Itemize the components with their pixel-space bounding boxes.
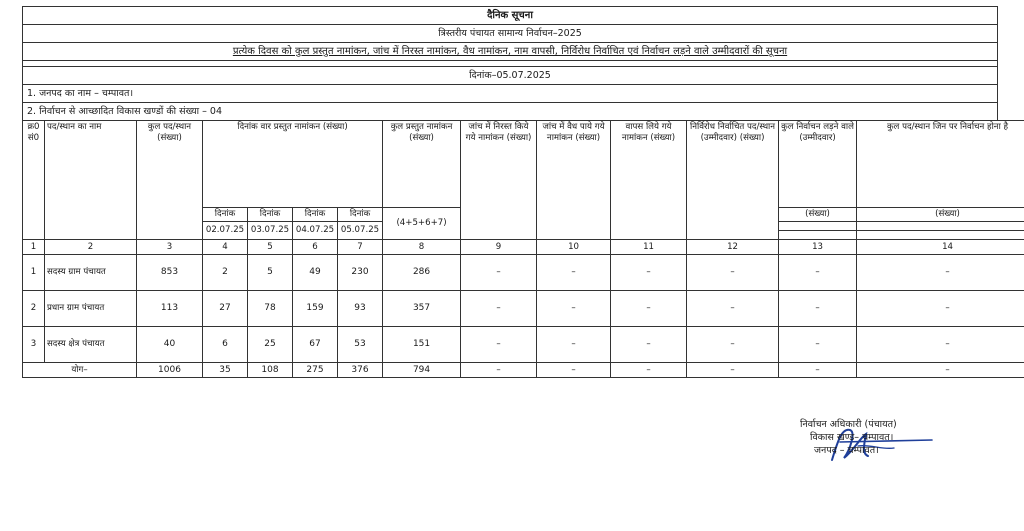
total-date-1: 35 xyxy=(203,363,248,378)
contesting-blank-1 xyxy=(779,222,857,231)
row-serial: 3 xyxy=(23,327,45,363)
blocks-count: 2. निर्वाचन से आच्छादित विकास खण्डों की संख्या – 04 xyxy=(22,102,998,120)
row-valid: – xyxy=(537,255,611,291)
date-value-4: 05.07.25 xyxy=(338,222,383,240)
col-num: 2 xyxy=(45,240,137,255)
row-contesting: – xyxy=(779,255,857,291)
notice-document xyxy=(22,6,1009,378)
contesting-blank-2 xyxy=(779,231,857,240)
total-date-4: 376 xyxy=(338,363,383,378)
date-label-1: दिनांक xyxy=(203,208,248,222)
withdrawn-header: वापस लिये गये नामांकन (संख्या) xyxy=(611,121,687,240)
col-num: 1 xyxy=(23,240,45,255)
row-total-nominations: 151 xyxy=(383,327,461,363)
table-row xyxy=(23,255,1024,291)
district-name: 1. जनपद का नाम – चम्पावत। xyxy=(22,84,998,102)
total-nominations-header: कुल प्रस्तुत नामांकन (संख्या) xyxy=(383,121,461,208)
total-date-2: 108 xyxy=(248,363,293,378)
row-post-name: सदस्य क्षेत्र पंचायत xyxy=(45,327,137,363)
contesting-count-label: (संख्या) xyxy=(779,208,857,222)
row-date-1: 6 xyxy=(203,327,248,363)
row-total-posts: 40 xyxy=(137,327,203,363)
remaining-blank-2 xyxy=(857,231,1024,240)
row-remaining: – xyxy=(857,327,1024,363)
row-date-3: 49 xyxy=(293,255,338,291)
total-valid: – xyxy=(537,363,611,378)
total-posts: 1006 xyxy=(137,363,203,378)
col-num: 14 xyxy=(857,240,1024,255)
total-rejected: – xyxy=(461,363,537,378)
date-value-1: 02.07.25 xyxy=(203,222,248,240)
signature-line-2: विकास खण्ड– चम्पावत। xyxy=(810,432,894,443)
col-num: 10 xyxy=(537,240,611,255)
row-date-4: 230 xyxy=(338,255,383,291)
serial-header: क्र0 सं0 xyxy=(23,121,45,240)
row-remaining: – xyxy=(857,291,1024,327)
date-value-2: 03.07.25 xyxy=(248,222,293,240)
row-serial: 1 xyxy=(23,255,45,291)
total-withdrawn: – xyxy=(611,363,687,378)
row-total-nominations: 357 xyxy=(383,291,461,327)
row-withdrawn: – xyxy=(611,291,687,327)
col-num: 5 xyxy=(248,240,293,255)
col-num: 12 xyxy=(687,240,779,255)
unopposed-header: निर्विरोध निर्वाचित पद/स्थान (उम्मीदवार) (संख्या) xyxy=(687,121,779,240)
col-num: 8 xyxy=(383,240,461,255)
col-num: 11 xyxy=(611,240,687,255)
remaining-blank-1 xyxy=(857,222,1024,231)
row-date-4: 53 xyxy=(338,327,383,363)
signature-block xyxy=(800,418,1000,457)
total-remaining: – xyxy=(857,363,1024,378)
col-num: 6 xyxy=(293,240,338,255)
row-remaining: – xyxy=(857,255,1024,291)
row-date-3: 67 xyxy=(293,327,338,363)
total-nominations: 794 xyxy=(383,363,461,378)
col-num: 7 xyxy=(338,240,383,255)
row-date-2: 5 xyxy=(248,255,293,291)
contesting-header: कुल निर्वाचन लड़ने वाले (उम्मीदवार) xyxy=(779,121,857,208)
row-total-posts: 113 xyxy=(137,291,203,327)
valid-header: जांच में वैध पाये गये नामांकन (संख्या) xyxy=(537,121,611,240)
table-row xyxy=(23,327,1024,363)
notice-date: दिनांक–05.07.2025 xyxy=(22,66,998,84)
row-unopposed: – xyxy=(687,327,779,363)
row-date-1: 2 xyxy=(203,255,248,291)
date-label-2: दिनांक xyxy=(248,208,293,222)
remaining-header: कुल पद/स्थान जिन पर निर्वाचन होना है xyxy=(857,121,1024,208)
total-label: योग– xyxy=(23,363,137,378)
row-date-2: 25 xyxy=(248,327,293,363)
rejected-header: जांच में निरस्त किये गये नामांकन (संख्या) xyxy=(461,121,537,240)
row-post-name: प्रधान ग्राम पंचायत xyxy=(45,291,137,327)
row-unopposed: – xyxy=(687,255,779,291)
col-num: 13 xyxy=(779,240,857,255)
row-rejected: – xyxy=(461,327,537,363)
row-withdrawn: – xyxy=(611,255,687,291)
row-date-4: 93 xyxy=(338,291,383,327)
row-unopposed: – xyxy=(687,291,779,327)
notice-description: प्रत्येक दिवस को कुल प्रस्तुत नामांकन, जांच में निरस्त नामांकन, वैध नामांकन, नाम वापसी, निर्विरोध निर्वाचित एवं निर्वाचन लड़ने वाले उम्मीदवारों की सूचना xyxy=(22,42,998,60)
row-serial: 2 xyxy=(23,291,45,327)
signature-line-1: निर्वाचन अधिकारी (पंचायत) xyxy=(800,419,897,430)
row-valid: – xyxy=(537,327,611,363)
remaining-count-label: (संख्या) xyxy=(857,208,1024,222)
nomination-table xyxy=(22,120,1024,378)
total-contesting: – xyxy=(779,363,857,378)
notice-title: दैनिक सूचना xyxy=(22,6,998,24)
row-date-2: 78 xyxy=(248,291,293,327)
total-posts-header: कुल पद/स्थान (संख्या) xyxy=(137,121,203,240)
col-num: 9 xyxy=(461,240,537,255)
post-header: पद/स्थान का नाम xyxy=(45,121,137,240)
date-value-3: 04.07.25 xyxy=(293,222,338,240)
row-post-name: सदस्य ग्राम पंचायत xyxy=(45,255,137,291)
row-total-nominations: 286 xyxy=(383,255,461,291)
row-withdrawn: – xyxy=(611,327,687,363)
date-label-3: दिनांक xyxy=(293,208,338,222)
total-row xyxy=(23,363,1024,378)
formula-cell: (4+5+6+7) xyxy=(383,208,461,240)
total-date-3: 275 xyxy=(293,363,338,378)
row-date-3: 159 xyxy=(293,291,338,327)
signature-line-3: जनपद – चम्पावत। xyxy=(814,445,879,456)
row-contesting: – xyxy=(779,291,857,327)
row-contesting: – xyxy=(779,327,857,363)
row-rejected: – xyxy=(461,255,537,291)
row-date-1: 27 xyxy=(203,291,248,327)
table-row xyxy=(23,291,1024,327)
row-valid: – xyxy=(537,291,611,327)
col-num: 3 xyxy=(137,240,203,255)
election-subtitle: त्रिस्तरीय पंचायत सामान्य निर्वाचन–2025 xyxy=(22,24,998,42)
date-label-4: दिनांक xyxy=(338,208,383,222)
column-number-row xyxy=(23,240,1024,255)
datewise-header: दिनांक वार प्रस्तुत नामांकन (संख्या) xyxy=(203,121,383,208)
total-unopposed: – xyxy=(687,363,779,378)
col-num: 4 xyxy=(203,240,248,255)
header-row-1 xyxy=(23,121,1024,208)
row-rejected: – xyxy=(461,291,537,327)
row-total-posts: 853 xyxy=(137,255,203,291)
